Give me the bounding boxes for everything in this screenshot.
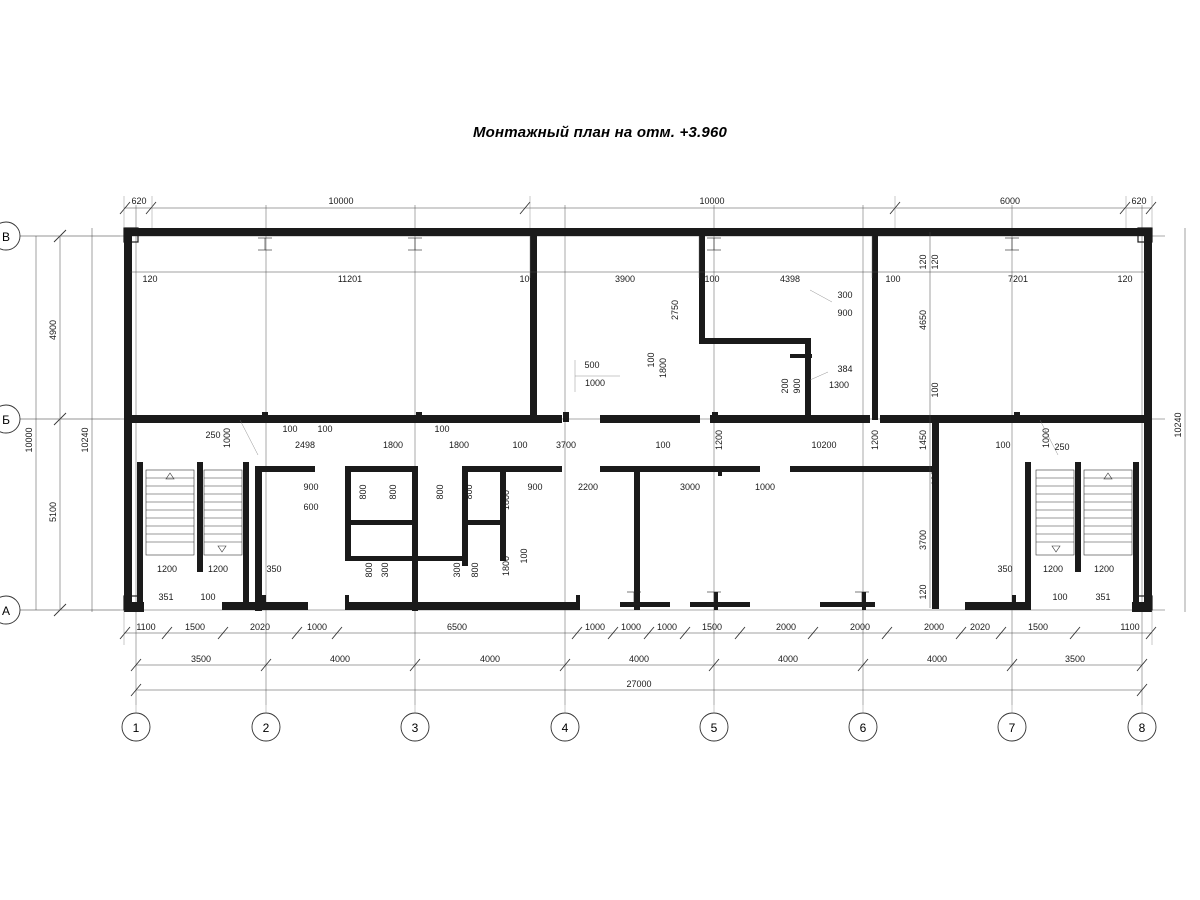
svg-text:350: 350	[997, 564, 1013, 574]
svg-text:100: 100	[519, 548, 529, 564]
svg-text:4000: 4000	[777, 654, 799, 664]
svg-text:1500: 1500	[1027, 622, 1049, 632]
svg-text:10240: 10240	[80, 427, 90, 453]
svg-text:200: 200	[780, 378, 790, 394]
svg-text:2498: 2498	[294, 440, 316, 450]
svg-text:4000: 4000	[329, 654, 351, 664]
svg-text:100: 100	[282, 424, 298, 434]
svg-text:1200: 1200	[1093, 564, 1115, 574]
svg-text:300: 300	[380, 562, 390, 578]
svg-text:10000: 10000	[24, 427, 34, 453]
dimension-bottom-total	[131, 679, 1147, 696]
svg-text:250: 250	[1054, 442, 1070, 452]
svg-text:100: 100	[930, 382, 940, 398]
svg-text:10000: 10000	[699, 196, 725, 206]
svg-text:100: 100	[434, 424, 450, 434]
svg-text:2020: 2020	[969, 622, 991, 632]
svg-text:120: 120	[1117, 274, 1133, 284]
svg-text:1000: 1000	[1041, 427, 1051, 449]
svg-text:1000: 1000	[584, 622, 606, 632]
svg-text:300: 300	[452, 562, 462, 578]
svg-text:100: 100	[519, 274, 535, 284]
svg-text:800: 800	[464, 484, 474, 500]
svg-text:900: 900	[303, 482, 319, 492]
page-title: Монтажный план на отм. +3.960	[472, 124, 728, 141]
dimension-top-inner	[130, 236, 1146, 284]
svg-text:2020: 2020	[249, 622, 271, 632]
svg-text:1800: 1800	[658, 357, 668, 379]
svg-text:600: 600	[303, 502, 319, 512]
svg-text:250: 250	[205, 430, 221, 440]
svg-text:1800: 1800	[448, 440, 470, 450]
svg-text:900: 900	[837, 308, 853, 318]
svg-text:1: 1	[132, 721, 140, 735]
svg-text:1200: 1200	[714, 429, 724, 451]
svg-text:1200: 1200	[156, 564, 178, 574]
svg-text:27000: 27000	[626, 679, 652, 689]
svg-text:1000: 1000	[306, 622, 328, 632]
svg-text:10200: 10200	[811, 440, 837, 450]
svg-text:2000: 2000	[849, 622, 871, 632]
svg-text:351: 351	[1095, 592, 1111, 602]
svg-text:100: 100	[655, 440, 671, 450]
svg-text:4000: 4000	[479, 654, 501, 664]
dimension-bottom-inner	[120, 622, 1156, 639]
svg-text:5: 5	[710, 721, 718, 735]
svg-text:3700: 3700	[918, 529, 928, 551]
svg-text:4: 4	[561, 721, 569, 735]
svg-text:350: 350	[266, 564, 282, 574]
svg-text:5100: 5100	[48, 501, 58, 523]
svg-text:7: 7	[1008, 721, 1016, 735]
svg-text:1100: 1100	[1120, 622, 1140, 632]
svg-text:1200: 1200	[207, 564, 229, 574]
svg-text:1500: 1500	[184, 622, 206, 632]
svg-text:1000: 1000	[222, 427, 232, 449]
axis-bubbles-bottom	[122, 713, 1156, 741]
svg-text:620: 620	[131, 196, 147, 206]
svg-text:120: 120	[918, 254, 928, 270]
svg-text:1800: 1800	[382, 440, 404, 450]
svg-text:6500: 6500	[446, 622, 468, 632]
svg-text:120: 120	[142, 274, 158, 284]
svg-text:120: 120	[930, 254, 940, 270]
svg-text:10000: 10000	[328, 196, 354, 206]
svg-text:2000: 2000	[775, 622, 797, 632]
svg-text:100: 100	[200, 592, 216, 602]
dimension-bottom-grid	[131, 654, 1147, 671]
svg-text:1500: 1500	[701, 622, 723, 632]
svg-text:1000: 1000	[656, 622, 678, 632]
svg-text:800: 800	[388, 484, 398, 500]
svg-text:В: В	[1, 230, 11, 244]
svg-text:900: 900	[792, 378, 802, 394]
svg-text:100: 100	[646, 352, 656, 368]
svg-text:4650: 4650	[918, 309, 928, 331]
svg-text:384: 384	[837, 364, 853, 374]
svg-text:11201: 11201	[337, 274, 363, 284]
dimension-lines-top	[120, 196, 1156, 228]
svg-text:2: 2	[262, 721, 270, 735]
svg-text:1300: 1300	[828, 380, 850, 390]
svg-text:100: 100	[885, 274, 901, 284]
svg-text:2000: 2000	[923, 622, 945, 632]
svg-text:500: 500	[584, 360, 600, 370]
svg-text:8: 8	[1138, 721, 1146, 735]
svg-text:620: 620	[1131, 196, 1147, 206]
svg-text:300: 300	[837, 290, 853, 300]
svg-text:3000: 3000	[679, 482, 701, 492]
dimension-left	[20, 228, 120, 616]
svg-text:10240: 10240	[1173, 412, 1183, 438]
stair-right	[1036, 470, 1132, 555]
svg-text:3500: 3500	[190, 654, 212, 664]
svg-text:1000: 1000	[754, 482, 776, 492]
svg-text:900: 900	[527, 482, 543, 492]
svg-text:1000: 1000	[620, 622, 642, 632]
svg-text:4900: 4900	[48, 319, 58, 341]
svg-text:1200: 1200	[870, 429, 880, 451]
svg-text:100: 100	[317, 424, 333, 434]
svg-text:120: 120	[918, 584, 928, 600]
svg-text:4398: 4398	[779, 274, 801, 284]
svg-text:1450: 1450	[918, 429, 928, 451]
svg-text:100: 100	[995, 440, 1011, 450]
stair-left	[146, 470, 242, 555]
svg-text:100: 100	[1052, 592, 1068, 602]
svg-text:1200: 1200	[1042, 564, 1064, 574]
svg-text:3900: 3900	[614, 274, 636, 284]
svg-text:800: 800	[435, 484, 445, 500]
svg-text:Б: Б	[2, 413, 10, 427]
svg-text:100: 100	[704, 274, 720, 284]
svg-text:3500: 3500	[1064, 654, 1086, 664]
svg-text:800: 800	[358, 484, 368, 500]
svg-text:3700: 3700	[555, 440, 577, 450]
svg-text:3: 3	[411, 721, 419, 735]
svg-text:351: 351	[158, 592, 174, 602]
svg-text:1800: 1800	[501, 489, 511, 511]
svg-text:1800: 1800	[501, 555, 511, 577]
svg-text:7201: 7201	[1007, 274, 1029, 284]
svg-text:А: А	[1, 604, 11, 618]
svg-text:2750: 2750	[670, 299, 680, 321]
svg-text:4000: 4000	[628, 654, 650, 664]
svg-text:6: 6	[859, 721, 867, 735]
svg-text:1100: 1100	[136, 622, 156, 632]
svg-text:800: 800	[470, 562, 480, 578]
svg-text:4000: 4000	[926, 654, 948, 664]
svg-text:6000: 6000	[999, 196, 1021, 206]
svg-text:100: 100	[930, 470, 940, 486]
svg-text:2200: 2200	[577, 482, 599, 492]
axis-bubbles-left	[0, 222, 20, 624]
svg-text:800: 800	[364, 562, 374, 578]
svg-text:1000: 1000	[584, 378, 606, 388]
svg-text:100: 100	[512, 440, 528, 450]
